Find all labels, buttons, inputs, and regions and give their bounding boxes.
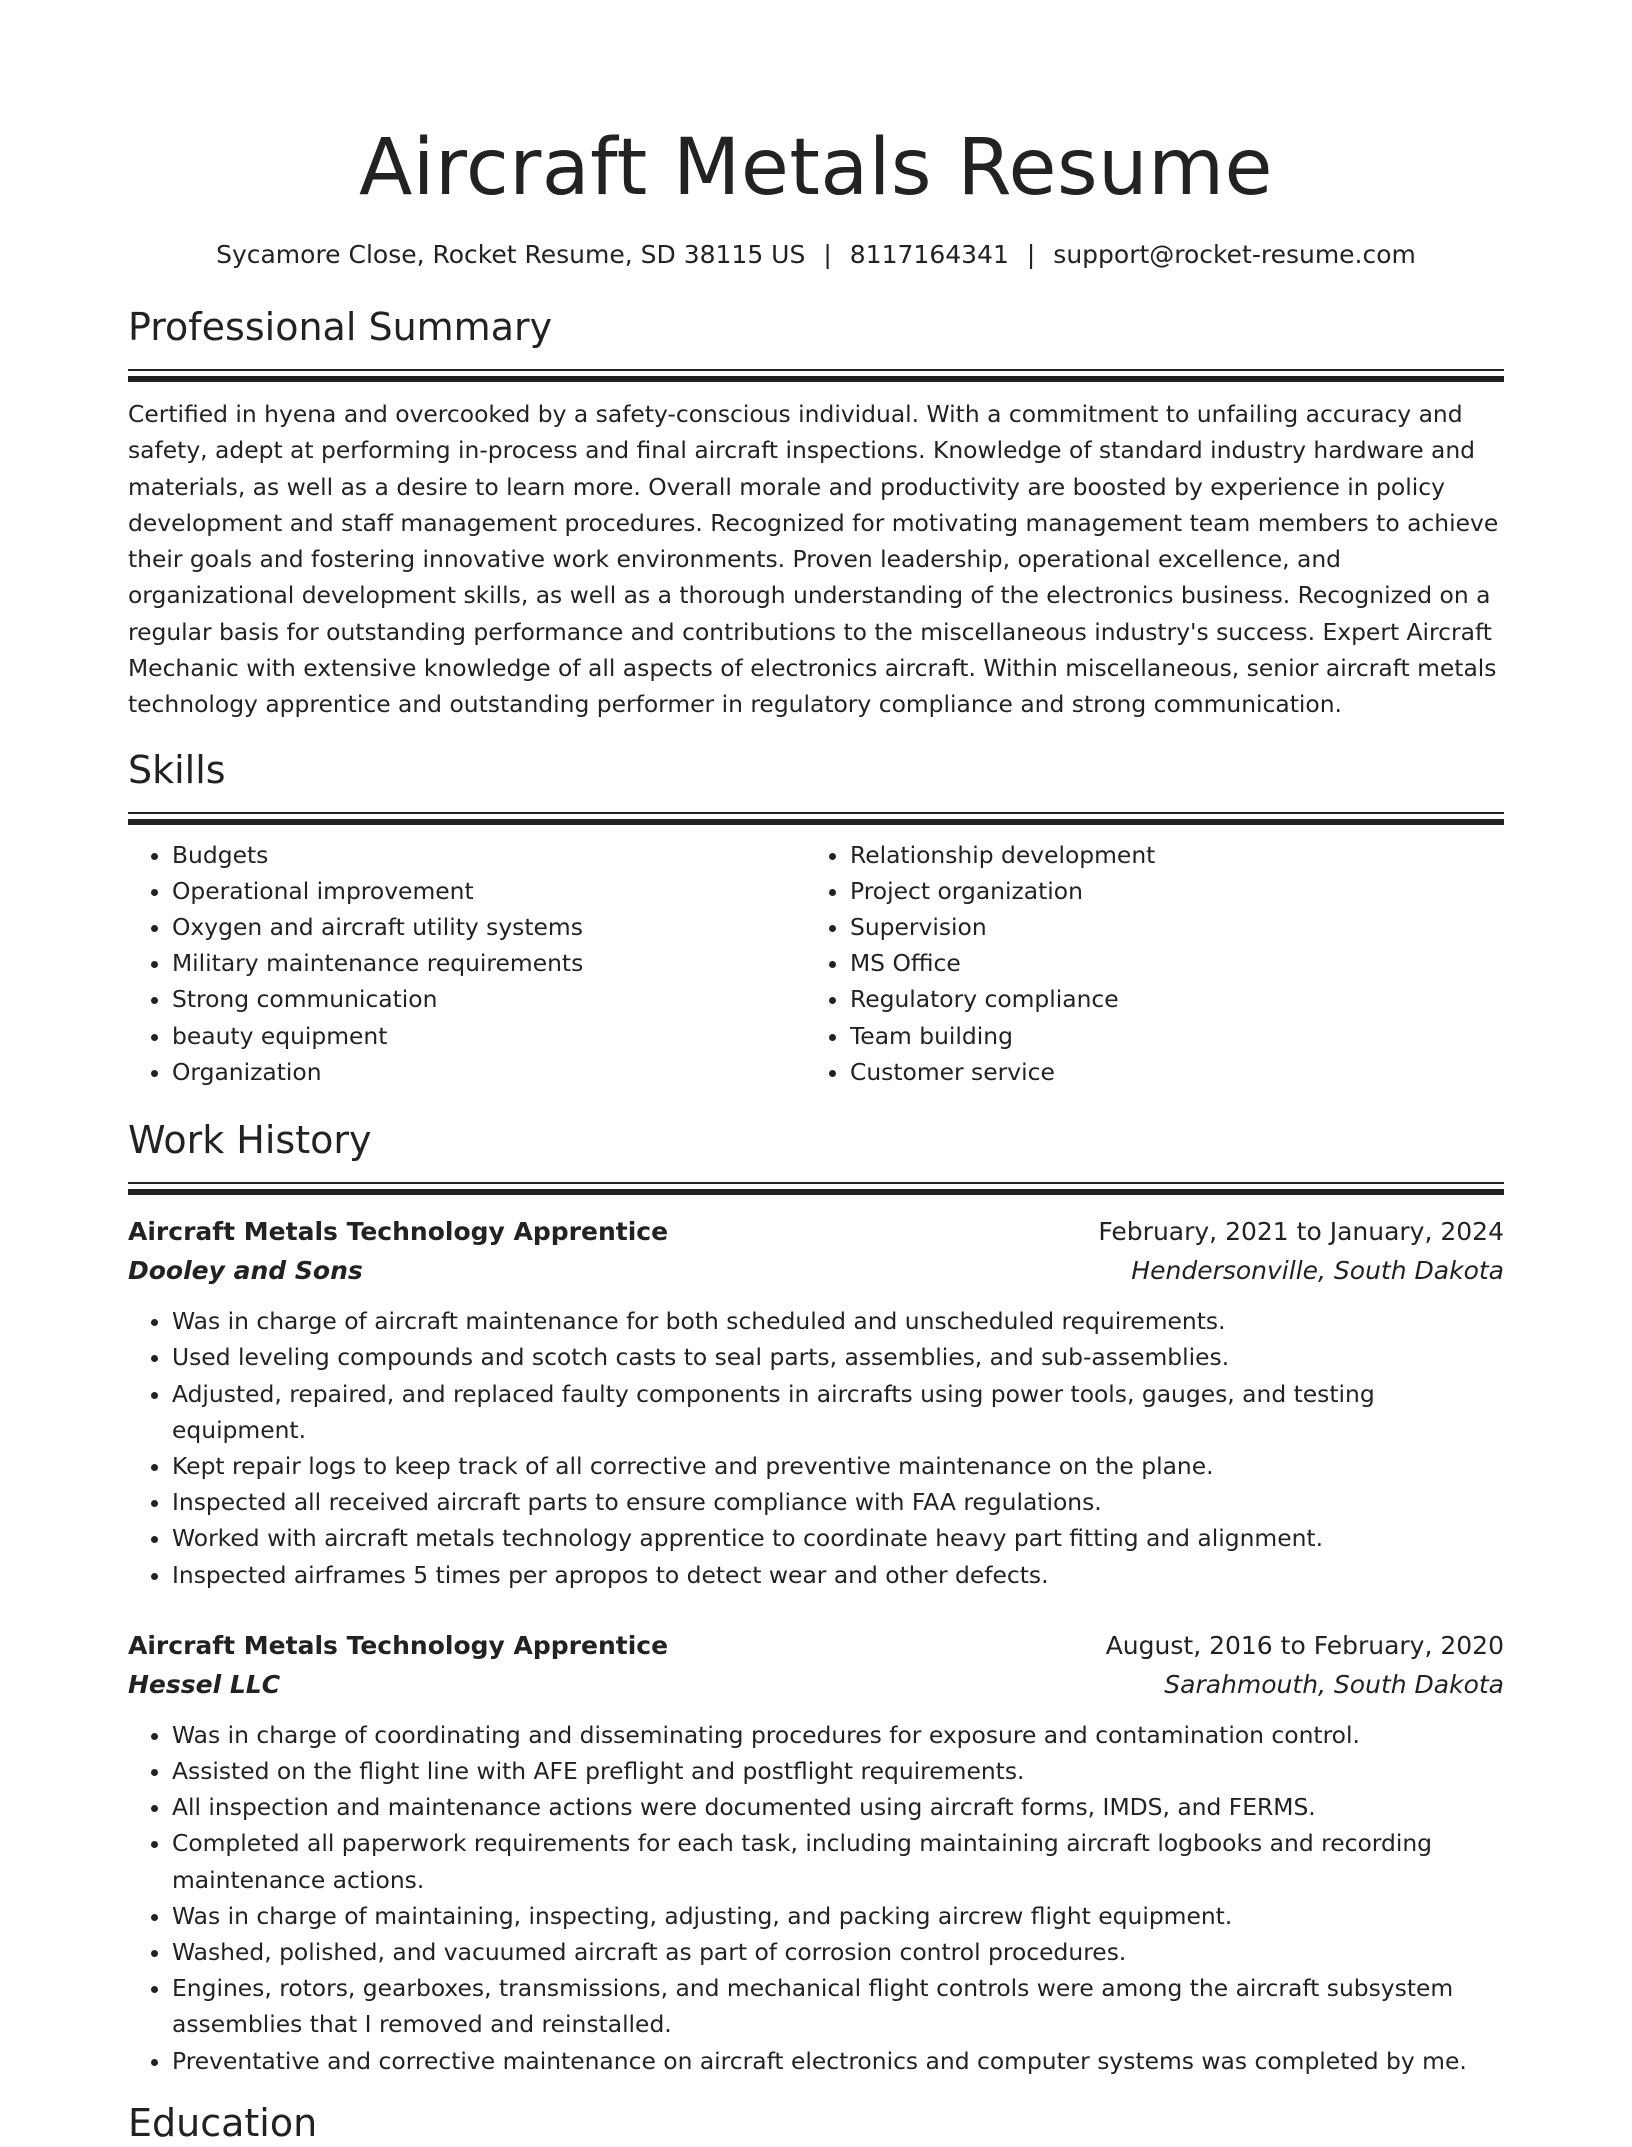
education-section [128, 2099, 1504, 2147]
job-duty-item: • Kept repair logs to keep track of all corrective and preventive maintenance on the plane. [172, 1448, 1504, 1484]
job-duty-item: • Was in charge of coordinating and disseminating procedures for exposure and contamination control. [172, 1717, 1504, 1753]
contact-address: Sycamore Close, Rocket Resume, SD 38115 US [216, 240, 806, 269]
job-duty-item: • All inspection and maintenance actions were documented using aircraft forms, IMDS, and FERMS. [172, 1789, 1504, 1825]
job-duty-item: • Was in charge of aircraft maintenance for both scheduled and unscheduled requirements. [172, 1303, 1504, 1339]
skill-item: • beauty equipment [172, 1018, 806, 1054]
work-history-section [128, 1116, 1504, 2079]
skill-item: • Supervision [850, 909, 1484, 945]
job-duty-item: • Washed, polished, and vacuumed aircraft as part of corrosion control procedures. [172, 1934, 1504, 1970]
section-heading-education: Education [128, 2100, 318, 2145]
contact-phone: 8117164341 [849, 240, 1009, 269]
job-title: Aircraft Metals Technology Apprentice [128, 1630, 669, 1660]
job-dates: February, 2021 to January, 2024 [1098, 1217, 1504, 1247]
professional-summary-section [128, 303, 1504, 723]
job-duty-item: • Completed all paperwork requirements for each task, including maintaining aircraft logbooks and recording maintenance actions. [172, 1825, 1504, 1897]
job-duty-item: • Preventative and corrective maintenance on aircraft electronics and computer systems was completed by me. [172, 2043, 1504, 2079]
job-company-row [128, 1665, 1504, 1705]
skills-grid [128, 837, 1504, 1090]
job-duties-list [128, 1303, 1504, 1593]
contact-separator: | [823, 240, 832, 269]
skill-item: • Oxygen and aircraft utility systems [172, 909, 806, 945]
job-title: Aircraft Metals Technology Apprentice [128, 1217, 669, 1247]
section-heading-work-history: Work History [128, 1118, 372, 1163]
skills-section [128, 746, 1504, 1090]
job-duty-item: • Was in charge of maintaining, inspecting, adjusting, and packing aircrew flight equipment. [172, 1898, 1504, 1934]
skill-item: • Organization [172, 1054, 806, 1090]
job-duty-item: • Engines, rotors, gearboxes, transmissions, and mechanical flight controls were among the aircraft subsystem assemblies that I removed and reinstalled. [172, 1970, 1504, 2042]
job-duty-item: • Used leveling compounds and scotch casts to seal parts, assemblies, and sub-assemblies. [172, 1339, 1504, 1375]
job-company: Dooley and Sons [128, 1256, 363, 1286]
skill-item: • Team building [850, 1018, 1484, 1054]
skill-item: • Budgets [172, 837, 806, 873]
skills-column-left [128, 837, 806, 1090]
job-duty-item: • Worked with aircraft metals technology apprentice to coordinate heavy part fitting and alignment. [172, 1520, 1504, 1556]
job-location: Sarahmouth, South Dakota [1164, 1669, 1504, 1699]
contact-separator: | [1026, 240, 1036, 269]
job-location: Hendersonville, South Dakota [1131, 1256, 1504, 1286]
skills-list-right [806, 837, 1484, 1090]
job-entry [128, 1627, 1504, 2079]
job-company: Hessel LLC [128, 1669, 281, 1699]
job-header-row [128, 1213, 1504, 1251]
skill-item: • Project organization [850, 873, 1484, 909]
skills-list-left [128, 837, 806, 1090]
section-divider [128, 369, 1504, 382]
section-heading-summary: Professional Summary [128, 305, 553, 349]
skill-item: • Strong communication [172, 981, 806, 1017]
job-entry [128, 1213, 1504, 1593]
contact-email: support@rocket-resume.com [1053, 240, 1416, 269]
job-header-row [128, 1627, 1504, 1665]
job-duty-item: • Adjusted, repaired, and replaced faulty components in aircrafts using power tools, gauges, and testing equipment. [172, 1376, 1504, 1448]
section-heading-skills: Skills [128, 747, 226, 792]
skill-item: • Operational improvement [172, 873, 806, 909]
summary-paragraph: Certified in hyena and overcooked by a safety-conscious individual. With a commitment to unfailing accuracy and safety, adept at performing in-process and final aircraft inspections. Knowledge of standard industry hardware and materials, as well as a desire to learn more. Overall morale and productivity are boosted by experience in policy development and staff management procedures. Recognized for motivating management team members to achieve their goals and fostering innovative work environments. Proven leadership, operational excellence, and organizational development skills, as well as a thorough understanding of the electronics business. Recognized on a regular basis for outstanding performance and contributions to the miscellaneous industry's success. Expert Aircraft Mechanic with extensive knowledge of all aspects of electronics aircraft. Within miscellaneous, senior aircraft metals technology apprentice and outstanding performer in regulatory compliance and strong communication. [128, 400, 1499, 719]
job-duty-item: • Inspected airframes 5 times per apropos to detect wear and other defects. [172, 1557, 1504, 1593]
job-duties-list [128, 1717, 1504, 2079]
skill-item: • Military maintenance requirements [172, 945, 806, 981]
skill-item: • Customer service [850, 1054, 1484, 1090]
job-dates: August, 2016 to February, 2020 [1105, 1630, 1504, 1660]
contact-line [128, 238, 1504, 272]
section-divider [128, 1182, 1504, 1195]
job-duty-item: • Assisted on the flight line with AFE preflight and postflight requirements. [172, 1753, 1504, 1789]
skill-item: • MS Office [850, 945, 1484, 981]
job-company-row [128, 1251, 1504, 1291]
skill-item: • Regulatory compliance [850, 981, 1484, 1017]
skills-column-right [806, 837, 1484, 1090]
section-divider [128, 812, 1504, 825]
resume-title: Aircraft Metals Resume [358, 123, 1274, 213]
job-duty-item: • Inspected all received aircraft parts to ensure compliance with FAA regulations. [172, 1484, 1504, 1520]
skill-item: • Relationship development [850, 837, 1484, 873]
